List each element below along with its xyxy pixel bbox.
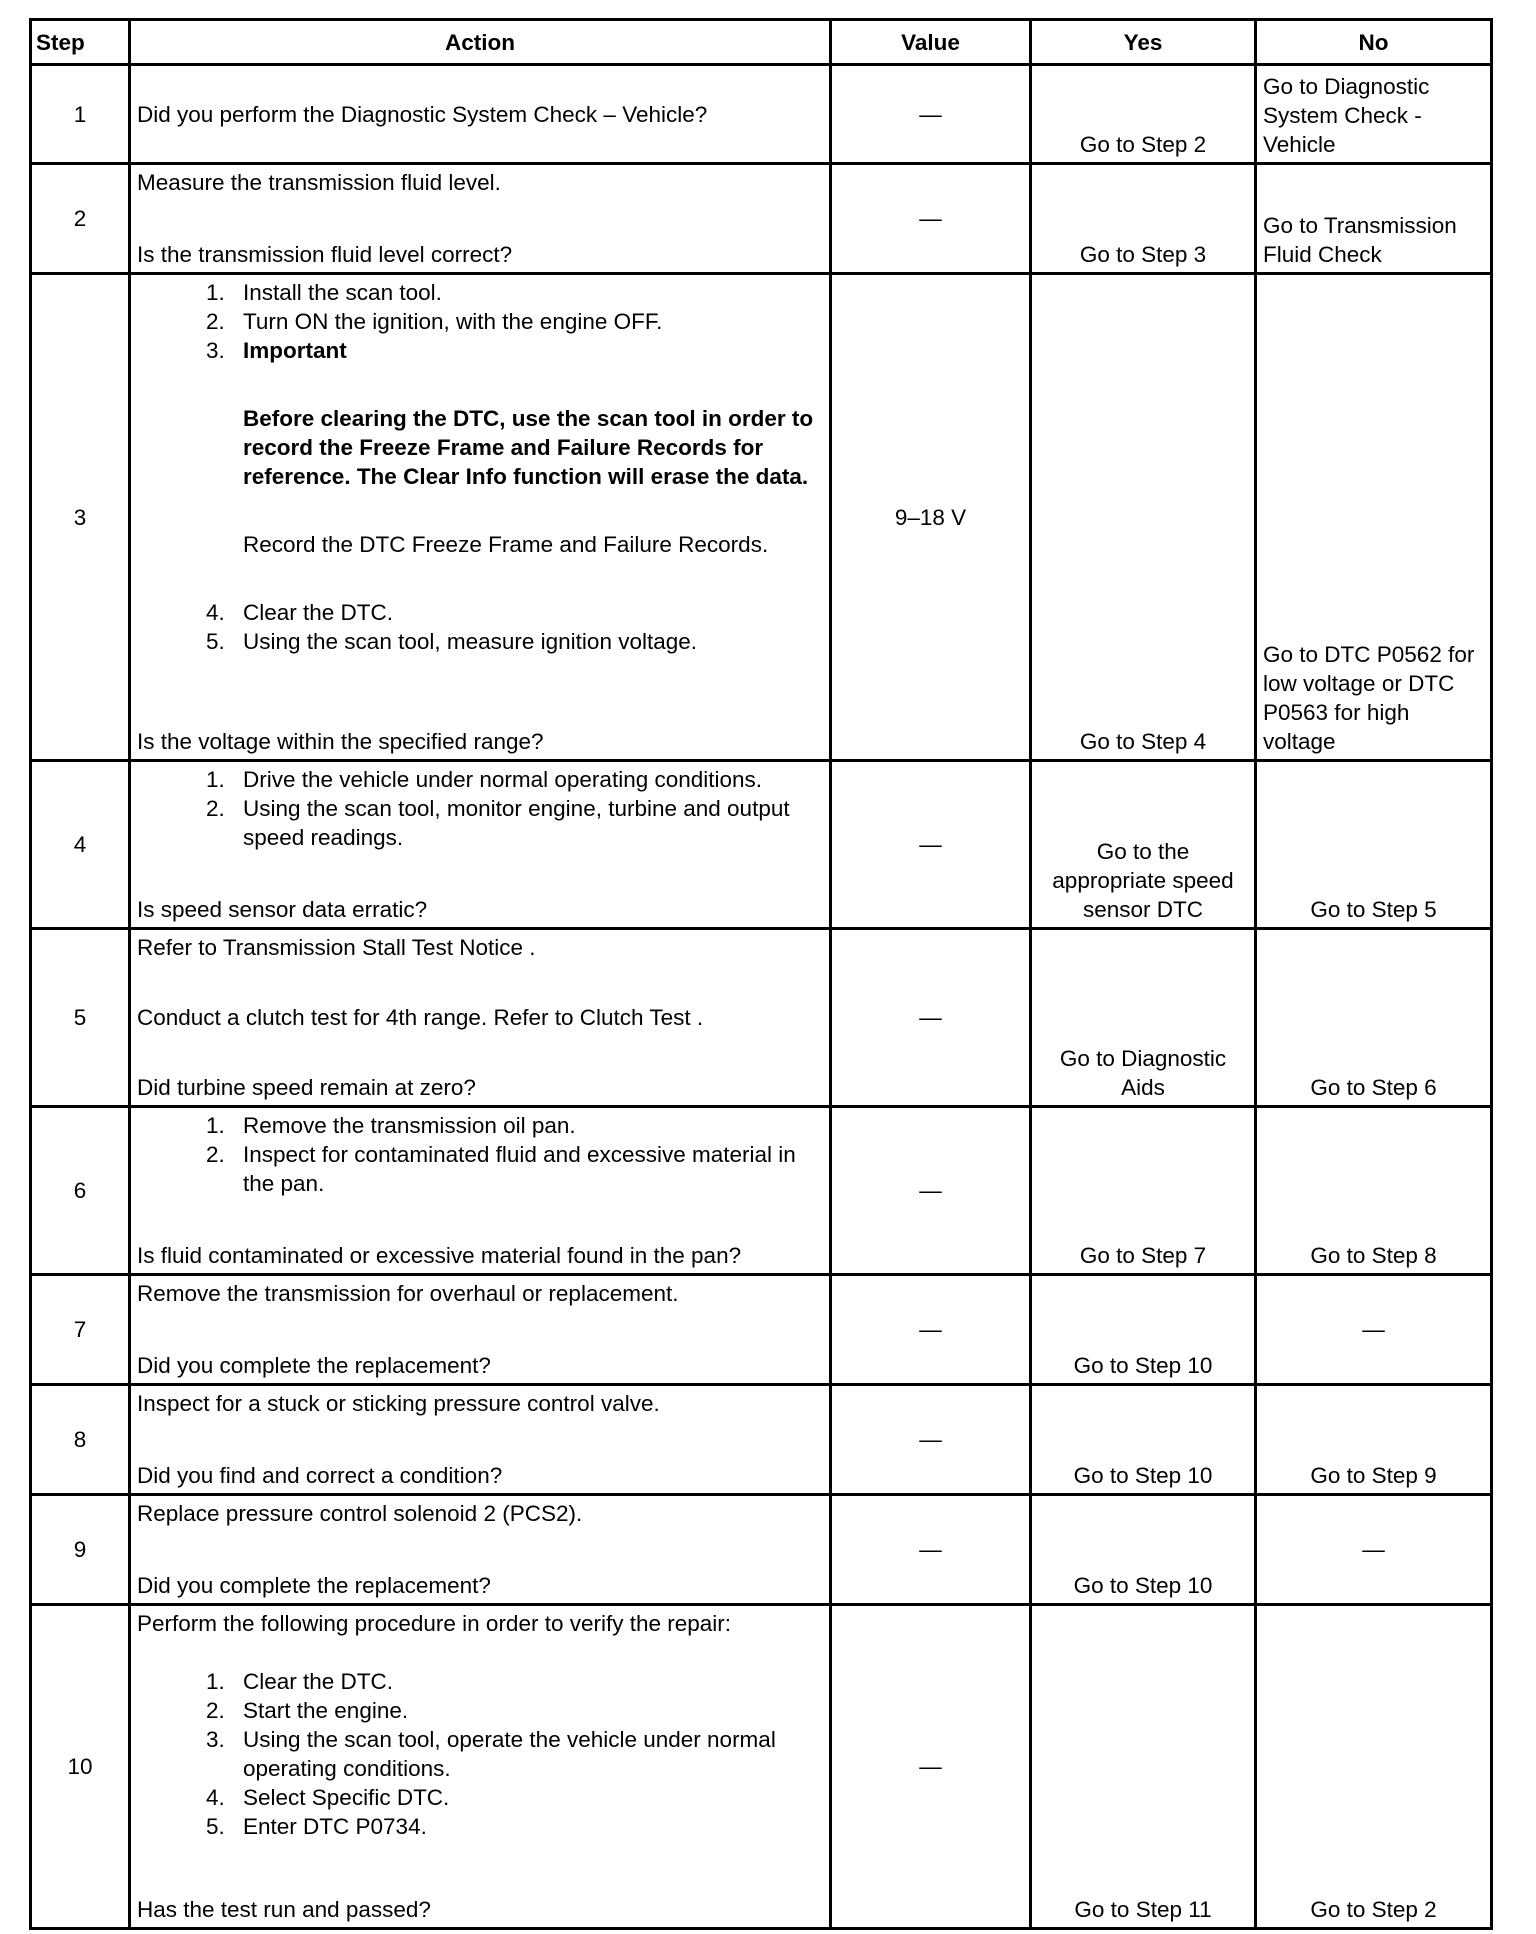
no-cell: — xyxy=(1256,1275,1492,1385)
value-cell: — xyxy=(831,1605,1031,1929)
header-row xyxy=(31,20,1492,65)
action-step-important xyxy=(231,336,823,559)
action-intro: Remove the transmission for overhaul or replacement. xyxy=(137,1281,679,1306)
action-middle: Conduct a clutch test for 4th range. Refer to Clutch Test . xyxy=(137,1005,704,1030)
action-question: Did you perform the Diagnostic System Check – Vehicle? xyxy=(137,101,708,127)
yes-cell: Go to Step 10 xyxy=(1031,1275,1256,1385)
value-cell: — xyxy=(831,761,1031,929)
action-steps xyxy=(137,765,823,852)
no-cell: — xyxy=(1256,1495,1492,1605)
yes-cell: Go to Step 10 xyxy=(1031,1385,1256,1495)
table-row xyxy=(31,274,1492,761)
yes-cell: Go to Step 10 xyxy=(1031,1495,1256,1605)
no-cell: Go to Step 5 xyxy=(1256,761,1492,929)
action-cell xyxy=(130,164,831,274)
step-number: 9 xyxy=(31,1495,130,1605)
action-steps xyxy=(137,1111,823,1198)
step-number: 10 xyxy=(31,1605,130,1929)
step-number: 5 xyxy=(31,929,130,1107)
step-number: 1 xyxy=(31,65,130,164)
action-cell xyxy=(130,1495,831,1605)
yes-cell: Go to Step 7 xyxy=(1031,1107,1256,1275)
action-step-item: 1. Drive the vehicle under normal operating conditions. xyxy=(231,765,823,794)
no-cell: Go to Diagnostic System Check - Vehicle xyxy=(1256,65,1492,164)
action-question: Is fluid contaminated or excessive material found in the pan? xyxy=(137,1243,742,1268)
value-cell: 9–18 V xyxy=(831,274,1031,761)
action-steps xyxy=(137,278,823,559)
table-row xyxy=(31,1495,1492,1605)
yes-cell: Go to Diagnostic Aids xyxy=(1031,929,1256,1107)
yes-cell: Go to Step 11 xyxy=(1031,1605,1256,1929)
value-cell: — xyxy=(831,1495,1031,1605)
table-row xyxy=(31,65,1492,164)
action-question: Is speed sensor data erratic? xyxy=(137,897,428,922)
value-cell: — xyxy=(831,65,1031,164)
action-question: Did turbine speed remain at zero? xyxy=(137,1075,476,1100)
action-steps xyxy=(137,598,823,656)
yes-cell: Go to Step 3 xyxy=(1031,164,1256,274)
value-cell: — xyxy=(831,929,1031,1107)
table-row xyxy=(31,1107,1492,1275)
table-row xyxy=(31,1275,1492,1385)
action-intro: Replace pressure control solenoid 2 (PCS2). xyxy=(137,1501,583,1526)
table-row xyxy=(31,164,1492,274)
no-cell: Go to Step 8 xyxy=(1256,1107,1492,1275)
step-number: 4 xyxy=(31,761,130,929)
action-question: Did you complete the replacement? xyxy=(137,1353,491,1378)
action-step-item: 1. Remove the transmission oil pan. xyxy=(231,1111,823,1140)
step-number: 7 xyxy=(31,1275,130,1385)
action-step-item: 1. Install the scan tool. xyxy=(231,278,823,307)
header-step: Step xyxy=(31,20,130,65)
no-cell: Go to DTC P0562 for low voltage or DTC P0563 for high voltage xyxy=(1256,274,1492,761)
value-cell: — xyxy=(831,1385,1031,1495)
action-step-item: 5. Using the scan tool, measure ignition voltage. xyxy=(231,627,823,656)
yes-cell: Go to the appropriate speed sensor DTC xyxy=(1031,761,1256,929)
diagnostic-table xyxy=(29,18,1493,1930)
value-cell: — xyxy=(831,164,1031,274)
action-cell xyxy=(130,65,831,164)
no-cell: Go to Step 6 xyxy=(1256,929,1492,1107)
no-cell: Go to Step 9 xyxy=(1256,1385,1492,1495)
action-intro: Measure the transmission fluid level. xyxy=(137,170,501,195)
yes-cell: Go to Step 2 xyxy=(1031,65,1256,164)
value-cell: — xyxy=(831,1275,1031,1385)
step-number: 6 xyxy=(31,1107,130,1275)
step-number: 3 xyxy=(31,274,130,761)
step-number: 2 xyxy=(31,164,130,274)
table-row xyxy=(31,761,1492,929)
action-question: Is the transmission fluid level correct? xyxy=(137,242,513,267)
action-cell xyxy=(130,761,831,929)
value-cell: — xyxy=(831,1107,1031,1275)
action-step-item: 3. Using the scan tool, operate the vehicle under normal operating conditions. xyxy=(231,1725,823,1783)
table-row xyxy=(31,1605,1492,1929)
action-cell xyxy=(130,1385,831,1495)
action-step-item: 4. Select Specific DTC. xyxy=(231,1783,823,1812)
header-action: Action xyxy=(130,20,831,65)
important-record: Record the DTC Freeze Frame and Failure Records. xyxy=(243,532,769,557)
action-step-item: 4. Clear the DTC. xyxy=(231,598,823,627)
action-step-item: 1. Clear the DTC. xyxy=(231,1667,823,1696)
action-cell xyxy=(130,274,831,761)
action-question: Is the voltage within the specified range? xyxy=(137,729,544,754)
important-text: Before clearing the DTC, use the scan tool in order to record the Freeze Frame and Failure Records for reference. The Clear Info function will erase the data. xyxy=(243,406,814,489)
action-cell xyxy=(130,1275,831,1385)
action-step-item: 5. Enter DTC P0734. xyxy=(231,1812,823,1841)
action-step-item: 2. Turn ON the ignition, with the engine OFF. xyxy=(231,307,823,336)
header-no: No xyxy=(1256,20,1492,65)
step-number: 8 xyxy=(31,1385,130,1495)
action-cell xyxy=(130,929,831,1107)
yes-cell: Go to Step 4 xyxy=(1031,274,1256,761)
action-intro: Perform the following procedure in order to verify the repair: xyxy=(137,1611,732,1636)
action-step-item: 2. Inspect for contaminated fluid and excessive material in the pan. xyxy=(231,1140,823,1198)
action-intro: Inspect for a stuck or sticking pressure control valve. xyxy=(137,1391,660,1416)
table-row xyxy=(31,1385,1492,1495)
action-question: Did you find and correct a condition? xyxy=(137,1463,503,1488)
action-step-item: 2. Using the scan tool, monitor engine, turbine and output speed readings. xyxy=(231,794,823,852)
header-value: Value xyxy=(831,20,1031,65)
header-yes: Yes xyxy=(1031,20,1256,65)
action-question: Did you complete the replacement? xyxy=(137,1573,491,1598)
action-question: Has the test run and passed? xyxy=(137,1897,431,1922)
important-title: 3. Important xyxy=(243,338,347,363)
no-cell: Go to Step 2 xyxy=(1256,1605,1492,1929)
action-steps xyxy=(137,1667,823,1841)
action-cell xyxy=(130,1605,831,1929)
table-row xyxy=(31,929,1492,1107)
no-cell: Go to Transmission Fluid Check xyxy=(1256,164,1492,274)
action-intro: Refer to Transmission Stall Test Notice . xyxy=(137,935,536,960)
action-cell xyxy=(130,1107,831,1275)
action-step-item: 2. Start the engine. xyxy=(231,1696,823,1725)
